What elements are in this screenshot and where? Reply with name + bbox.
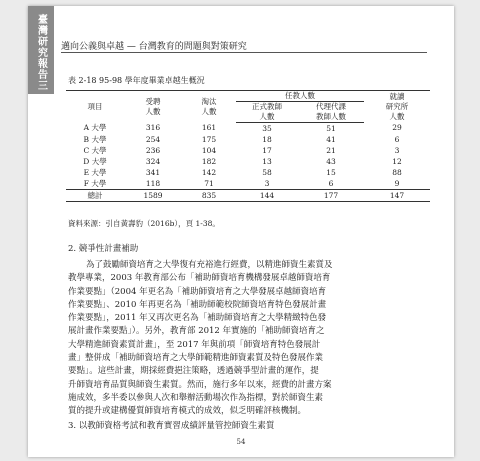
- header-item: 項目: [66, 91, 124, 123]
- table-row: [66, 134, 430, 145]
- body-paragraph: [68, 259, 416, 419]
- table-caption: 表 2-18 95-98 學年度畢業卓越生概況: [68, 76, 205, 85]
- cell-eliminated: 71: [204, 178, 214, 188]
- header-substitute-line1: 代理代課: [316, 102, 346, 111]
- cell-graduate-study: 3: [394, 145, 400, 155]
- cell-formal: 18: [262, 134, 272, 144]
- cell-graduates: 254: [145, 134, 161, 144]
- total-graduate-study: 147: [364, 190, 430, 202]
- cell-substitute: 41: [326, 134, 336, 144]
- header-formal-line2: 人數: [259, 112, 275, 121]
- header-graduates-line2: 人數: [145, 106, 161, 116]
- header-study-line2: 研究所: [385, 101, 409, 111]
- total-graduates: 1589: [124, 190, 182, 202]
- row-name: E 大學: [83, 167, 107, 177]
- header-graduates-line1: 受聘: [145, 96, 161, 106]
- header-teaching-group: 任教人數: [236, 91, 364, 102]
- cell-substitute: 21: [326, 145, 336, 155]
- cell-substitute: 51: [326, 123, 336, 133]
- header-substitute-line2: 教師人數: [316, 112, 346, 121]
- cell-eliminated: 182: [201, 156, 217, 166]
- header-formal-line1: 正式教師: [252, 102, 282, 111]
- cell-eliminated: 142: [201, 167, 217, 177]
- cell-substitute: 15: [326, 167, 336, 177]
- cell-graduate-study: 12: [392, 156, 402, 166]
- header-divider: [61, 52, 427, 53]
- paragraph-line: 施成效，多半委以參與人次和舉辦活動場次作為指標，對於師資生素: [68, 392, 324, 403]
- graduates-table: [66, 90, 430, 202]
- row-name: F 大學: [83, 178, 107, 188]
- cell-graduate-study: 6: [394, 134, 400, 144]
- cell-formal: 13: [262, 156, 272, 166]
- header-eliminated-line2: 人數: [201, 106, 217, 116]
- paragraph-line: 作業要點」、2010 年再更名為「補助師範校院師資培育特色發展計畫: [68, 299, 327, 310]
- cell-graduate-study: 29: [392, 123, 402, 133]
- paragraph-line: 要點」。這些計畫，期採經費挹注策略，透過競爭型計畫的運作，提: [68, 366, 319, 377]
- row-name: C 大學: [83, 145, 107, 155]
- cell-formal: 3: [264, 178, 270, 188]
- page-number: 54: [236, 438, 246, 446]
- cell-graduates: 316: [145, 123, 161, 133]
- total-substitute: 177: [298, 190, 364, 202]
- table-row: [66, 178, 430, 190]
- cell-graduate-study: 88: [392, 167, 402, 177]
- header-formal: [236, 102, 298, 123]
- header-graduates: [124, 91, 182, 123]
- section-heading: 2. 競爭性計畫補助: [68, 244, 139, 254]
- paragraph-line: 展計畫作業要點」）。另外，教育部 2012 年實施的「補助師資培育之: [68, 326, 325, 337]
- row-name: B 大學: [83, 134, 107, 144]
- cell-graduates: 236: [145, 145, 161, 155]
- table-source-note: 資料來源：引自黃壽豹（2016b），頁 1-38。: [68, 219, 220, 228]
- table-row: [66, 156, 430, 167]
- cell-substitute: 6: [328, 178, 334, 188]
- cell-graduates: 341: [145, 167, 161, 177]
- header-study-line1: 就讀: [389, 91, 405, 101]
- table-total-row: [66, 190, 430, 202]
- cell-graduates: 118: [145, 178, 161, 188]
- cell-eliminated: 175: [201, 134, 217, 144]
- paragraph-line: 大學精進師資素質計畫」，至 2017 年與前項「師資培育特色發展計: [68, 339, 321, 350]
- section-heading: 3. 以教師資格考試和教育實習成績評量管控師資生素質: [68, 421, 275, 431]
- side-tab: [28, 6, 54, 94]
- header-graduate-study: [364, 91, 430, 123]
- paragraph-line: 質的提升或建構優質師資培育模式的成效，似乏明確評核機制。: [68, 406, 307, 417]
- paragraph-line: 作業要點」（2004 年更名為「補助師資培育之大學發展卓越師資培育: [68, 286, 327, 297]
- header-eliminated-line1: 淘汰: [201, 96, 217, 106]
- header-eliminated: [182, 91, 236, 123]
- header-study-line3: 人數: [389, 111, 405, 121]
- cell-graduates: 324: [145, 156, 161, 166]
- paragraph-line: 作業要點」，2011 年又再次更名為「補助師資培育之大學精緻特色發: [68, 313, 327, 324]
- paragraph-line: 升師資培育品質與師資生素質。然而，施行多年以來，經費的計畫方案: [68, 379, 332, 390]
- row-name: D 大學: [83, 156, 107, 166]
- row-name: A 大學: [83, 123, 107, 133]
- paragraph-line: 教學專業，2003 年教育部公布「補助師資培育機構發展卓越師資培育: [68, 273, 331, 284]
- table-row: [66, 145, 430, 156]
- paragraph-line: 畫」整併成「補助師資培育之大學師範精進師資素質及特色發展作業: [68, 353, 324, 364]
- total-label: 總計: [66, 190, 124, 202]
- table-row: [66, 123, 430, 135]
- paragraph-line: 為了鼓勵師資培育之大學復有充裕進行經費，以精進師資生素質及: [86, 260, 333, 270]
- header-substitute: [298, 102, 364, 123]
- cell-formal: 58: [262, 167, 272, 177]
- total-eliminated: 835: [182, 190, 236, 202]
- cell-eliminated: 104: [201, 145, 217, 155]
- cell-substitute: 43: [326, 156, 336, 166]
- running-header: 邁向公義與卓越 — 台灣教育的問題與對策研究: [61, 42, 247, 52]
- cell-formal: 35: [262, 123, 272, 133]
- document-page: [28, 6, 454, 457]
- total-formal: 144: [236, 190, 298, 202]
- cell-graduate-study: 9: [394, 178, 400, 188]
- table-row: [66, 167, 430, 178]
- cell-eliminated: 161: [201, 123, 217, 133]
- cell-formal: 17: [262, 145, 272, 155]
- side-tab-label: 臺灣研究報告三: [35, 14, 47, 91]
